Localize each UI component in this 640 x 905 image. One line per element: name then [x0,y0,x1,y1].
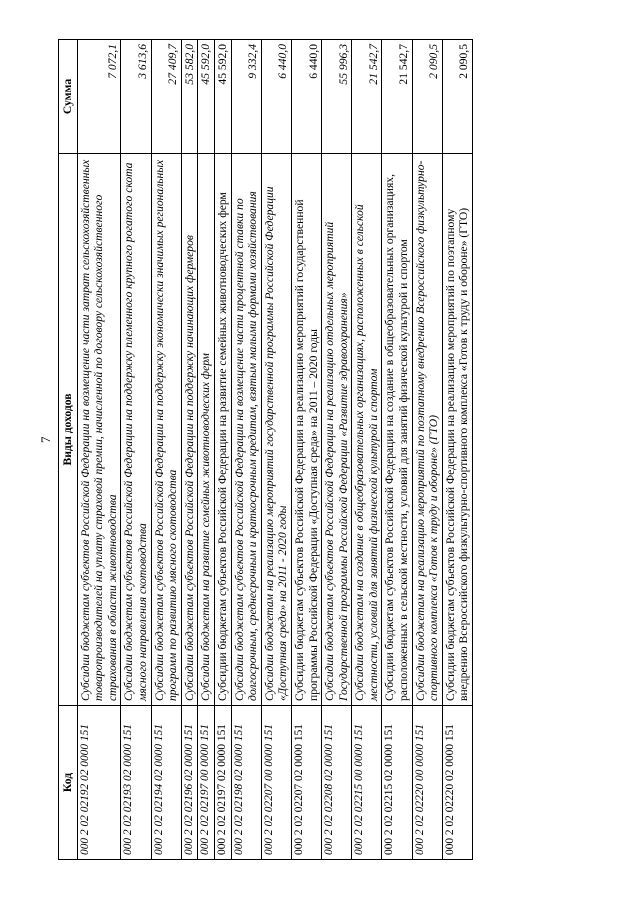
row-code: 000 2 02 02220 02 0000 151 [442,706,472,860]
row-name: Субсидии бюджетам субъектов Российской Федерации на реализацию отдельных мероприятий Государственной программы Российской Федерации «Развитие здравоохранения» [322,154,352,706]
table-row [214,40,231,860]
table-row [198,40,215,860]
row-sum: 27 409,7 [151,40,181,154]
row-code: 000 2 02 02193 02 0000 151 [121,706,151,860]
row-code: 000 2 02 02220 00 0000 151 [412,706,442,860]
table-row [382,40,412,860]
row-name: Субсидии бюджетам на реализацию мероприятий государственной программы Российской Федерации «Доступная среда» на 2011 - 2020 годы [261,154,291,706]
row-name: Субсидии бюджетам субъектов Российской Федерации на возмещение части процентной ставки по долгосрочным, среднесрочным и краткосрочным кредитам, взятым малыми формами хозяйствования [231,154,261,706]
header-sum: Сумма [59,40,78,154]
row-code: 000 2 02 02197 00 0000 151 [198,706,215,860]
table-row [121,40,151,860]
header-code: Код [59,706,78,860]
row-sum: 2 090,5 [412,40,442,154]
row-name: Субсидии бюджетам субъектов Российской Федерации на возмещение части затрат сельскохозяйственных товаропроизводителей на уплату страховой премии, начисленной по договору сельскохозяйственного страхования в области животноводства [77,154,121,706]
table-row [291,40,321,860]
table-row [261,40,291,860]
row-code: 000 2 02 02197 02 0000 151 [214,706,231,860]
row-name: Субсидии бюджетам субъектов Российской Федерации на реализацию мероприятий государственной программы Российской Федерации «Доступная среда» на 2011 – 2020 годы [291,154,321,706]
row-code: 000 2 02 02194 02 0000 151 [151,706,181,860]
table-row [231,40,261,860]
table-row [181,40,198,860]
table-row [412,40,442,860]
row-sum: 2 090,5 [442,40,472,154]
row-name: Субсидии бюджетам на реализацию мероприятий по поэтапному внедрению Всероссийского физкультурно-спортивного комплекса «Готов к труду и обороне» (ГТО) [412,154,442,706]
row-sum: 7 072,1 [77,40,121,154]
row-name: Субсидии бюджетам субъектов Российской Федерации на развитие семейных животноводческих ферм [214,154,231,706]
revenue-table [58,39,473,860]
row-name: Субсидии бюджетам субъектов Российской Федерации на поддержку племенного крупного рогатого скота мясного направления скотоводства [121,154,151,706]
row-sum: 53 582,0 [181,40,198,154]
row-name: Субсидии бюджетам субъектов Российской Федерации на поддержку начинающих фермеров [181,154,198,706]
rotated-page-content [58,40,578,860]
row-sum: 55 996,3 [322,40,352,154]
row-name: Субсидии бюджетам субъектов Российской Федерации на поддержку экономически значимых региональных программ по развитию мясного скотоводства [151,154,181,706]
row-name: Субсидии бюджетам на развитие семейных животноводческих ферм [198,154,215,706]
row-code: 000 2 02 02192 02 0000 151 [77,706,121,860]
row-sum: 45 592,0 [214,40,231,154]
row-code: 000 2 02 02208 02 0000 151 [322,706,352,860]
table-header-row [59,40,78,860]
row-sum: 6 440,0 [261,40,291,154]
row-code: 000 2 02 02196 02 0000 151 [181,706,198,860]
table-row [151,40,181,860]
row-sum: 6 440,0 [291,40,321,154]
table-row [322,40,352,860]
row-name: Субсидии бюджетам на создание в общеобразовательных организациях, расположенных в сельской местности, условий для занятий физической культурой и спортом [352,154,382,706]
page-number: 7 [38,436,53,443]
row-name: Субсидии бюджетам субъектов Российской Федерации на реализацию мероприятий по поэтапному внедрению Всероссийского физкультурно-спортивного комплекса «Готов к труду и обороне» (ГТО) [442,154,472,706]
row-sum: 21 542,7 [382,40,412,154]
row-sum: 21 542,7 [352,40,382,154]
row-name: Субсидии бюджетам субъектов Российской Федерации на создание в общеобразовательных организациях, расположенных в сельской местности, условий для занятий физической культурой и спортом [382,154,412,706]
row-code: 000 2 02 02207 02 0000 151 [291,706,321,860]
row-sum: 45 592,0 [198,40,215,154]
table-row [77,40,121,860]
header-revenue-type: Виды доходов [59,154,78,706]
row-sum: 3 613,6 [121,40,151,154]
row-code: 000 2 02 02215 02 0000 151 [382,706,412,860]
table-row [442,40,472,860]
row-code: 000 2 02 02198 02 0000 151 [231,706,261,860]
row-code: 000 2 02 02207 00 0000 151 [261,706,291,860]
row-sum: 9 332,4 [231,40,261,154]
row-code: 000 2 02 02215 00 0000 151 [352,706,382,860]
table-row [352,40,382,860]
